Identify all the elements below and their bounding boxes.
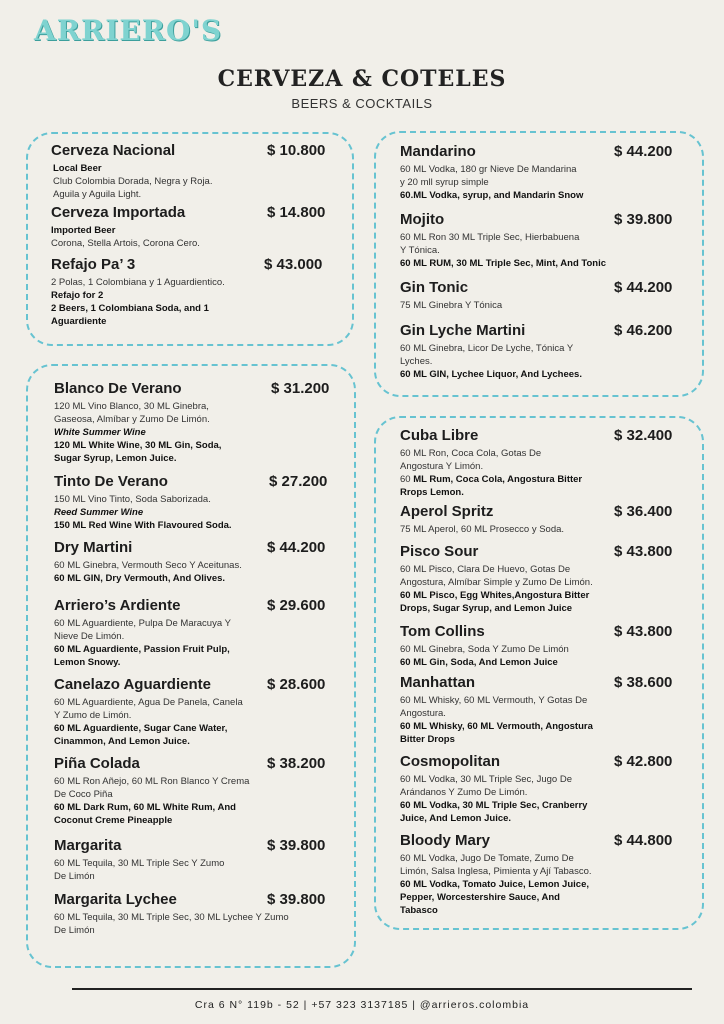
item-name: Pisco Sour bbox=[400, 543, 479, 560]
item-price: $ 38.600 bbox=[614, 674, 673, 691]
item-name: Cosmopolitan bbox=[400, 753, 500, 770]
item-price: $ 46.200 bbox=[614, 322, 673, 339]
item-description: Local Beer Club Colombia Dorada, Negra y Roja. Aguila y Aguila Light. bbox=[53, 163, 213, 200]
item-description: 60 ML Vodka, 180 gr Nieve De Mandarina y 20 mll syrup simple 60.ML Vodka, syrup, and Mandarin Snow bbox=[400, 164, 584, 201]
item-name: Cuba Libre bbox=[400, 427, 479, 444]
item-price: $ 44.800 bbox=[614, 832, 673, 849]
item-description: 60 ML Aguardiente, Pulpa De Maracuya Y Nieve De Limón. 60 ML Aguardiente, Passion Fruit Pulp, Lemon Snowy. bbox=[54, 618, 231, 668]
item-name: Gin Tonic bbox=[400, 279, 469, 296]
item-price: $ 31.200 bbox=[271, 380, 330, 397]
item-name: Manhattan bbox=[400, 674, 475, 691]
item-name: Arriero’s Ardiente bbox=[54, 597, 181, 614]
item-description: 60 ML Ginebra, Licor De Lyche, Tónica Y Lyches. 60 ML GIN, Lychee Liquor, And Lychees. bbox=[400, 343, 582, 380]
item-description: 60 ML Ron, Coca Cola, Gotas De Angostura Y Limón. 60 ML Rum, Coca Cola, Angostura Bitter Rrops Lemon. bbox=[400, 448, 583, 498]
item-price: $ 27.200 bbox=[269, 473, 328, 490]
item-price: $ 10.800 bbox=[267, 142, 326, 159]
item-price: $ 39.800 bbox=[267, 891, 326, 908]
item-name: Tom Collins bbox=[400, 623, 485, 640]
item-price: $ 14.800 bbox=[267, 204, 326, 221]
item-price: $ 42.800 bbox=[614, 753, 673, 770]
item-name: Margarita Lychee bbox=[54, 891, 177, 908]
item-price: $ 36.400 bbox=[614, 503, 673, 520]
item-description: 60 ML Tequila, 30 ML Triple Sec, 30 ML Lychee Y Zumo De Limón bbox=[54, 912, 289, 936]
item-name: Tinto De Verano bbox=[54, 473, 168, 490]
item-name: Margarita bbox=[54, 837, 122, 854]
item-price: $ 28.600 bbox=[267, 676, 326, 693]
item-name: Blanco De Verano bbox=[54, 380, 182, 397]
item-name: Aperol Spritz bbox=[400, 503, 494, 520]
footer-contact: Cra 6 N° 119b - 52 | +57 323 3137185 | @arrieros.colombia bbox=[194, 999, 530, 1011]
page-title: CERVEZA & COTELES bbox=[217, 66, 507, 92]
item-name: Bloody Mary bbox=[400, 832, 491, 849]
item-name: Cerveza Nacional bbox=[51, 142, 176, 159]
item-name: Canelazo Aguardiente bbox=[54, 676, 211, 693]
item-price: $ 44.200 bbox=[267, 539, 326, 556]
item-description: 60 ML Tequila, 30 ML Triple Sec Y Zumo De Limón bbox=[54, 858, 225, 882]
item-price: $ 44.200 bbox=[614, 143, 673, 160]
item-description: 60 ML Aguardiente, Agua De Panela, Canela Y Zumo de Limón. 60 ML Aguardiente, Sugar Cane Water, Cinammon, And Lemon Juice. bbox=[54, 697, 243, 747]
item-price: $ 32.400 bbox=[614, 427, 673, 444]
item-description: Imported Beer Corona, Stella Artois, Corona Cero. bbox=[51, 225, 200, 249]
page-subtitle: BEERS & COCKTAILS bbox=[291, 96, 433, 111]
item-name: Piña Colada bbox=[54, 755, 140, 772]
item-price: $ 43.800 bbox=[614, 623, 673, 640]
item-description: 60 ML Ginebra, Soda Y Zumo De Limón 60 ML Gin, Soda, And Lemon Juice bbox=[400, 644, 569, 668]
item-name: Gin Lyche Martini bbox=[400, 322, 526, 339]
item-price: $ 44.200 bbox=[614, 279, 673, 296]
item-price: $ 43.800 bbox=[614, 543, 673, 560]
item-description: 75 ML Aperol, 60 ML Prosecco y Soda. bbox=[400, 524, 565, 535]
item-price: $ 38.200 bbox=[267, 755, 326, 772]
item-price: $ 39.800 bbox=[614, 211, 673, 228]
item-description: 150 ML Vino Tinto, Soda Saborizada. Reed Summer Wine 150 ML Red Wine With Flavoured Soda. bbox=[54, 494, 232, 531]
brand-logo: ARRIERO'S bbox=[34, 14, 223, 47]
footer-divider bbox=[72, 988, 692, 990]
item-name: Dry Martini bbox=[54, 539, 133, 556]
item-description: 75 ML Ginebra Y Tónica bbox=[400, 300, 503, 311]
item-description: 60 ML Whisky, 60 ML Vermouth, Y Gotas De Angostura. 60 ML Whisky, 60 ML Vermouth, Angostura Bitter Drops bbox=[400, 695, 593, 745]
item-description: 120 ML Vino Blanco, 30 ML Ginebra, Gaseosa, Almíbar y Zumo De Limón. White Summer Wine 120 ML White Wine, 30 ML Gin, Soda, Sugar Syrup, Lemon Juice. bbox=[54, 401, 222, 464]
item-description: 60 ML Vodka, 30 ML Triple Sec, Jugo De Arándanos Y Zumo De Limón. 60 ML Vodka, 30 ML Triple Sec, Cranberry Juice, And Lemon Juice. bbox=[400, 774, 588, 824]
item-name: Mandarino bbox=[400, 143, 476, 160]
item-description: 60 ML Ron 30 ML Triple Sec, Hierbabuena Y Tónica. 60 ML RUM, 30 ML Triple Sec, Mint, And Tonic bbox=[400, 232, 607, 269]
item-description: 2 Polas, 1 Colombiana y 1 Aguardientico. Refajo for 2 2 Beers, 1 Colombiana Soda, and 1 Aguardiente bbox=[51, 277, 225, 327]
item-description: 60 ML Vodka, Jugo De Tomate, Zumo De Limón, Salsa Inglesa, Pimienta y Ají Tabasco. 60 ML Vodka, Tomato Juice, Lemon Juice, Pepper, Worcestershire Sauce, And Tabasco bbox=[400, 853, 592, 916]
item-name: Mojito bbox=[400, 211, 445, 228]
item-price: $ 29.600 bbox=[267, 597, 326, 614]
item-name: Refajo Pa’ 3 bbox=[51, 256, 136, 273]
item-description: 60 ML Ron Añejo, 60 ML Ron Blanco Y Crema De Coco Piña 60 ML Dark Rum, 60 ML White Rum, And Coconut Creme Pineapple bbox=[54, 776, 250, 826]
item-price: $ 39.800 bbox=[267, 837, 326, 854]
item-description: 60 ML Pisco, Clara De Huevo, Gotas De Angostura, Almíbar Simple y Zumo De Limón. 60 ML Pisco, Egg Whites,Angostura Bitter Drops, Sugar Syrup, and Lemon Juice bbox=[400, 564, 593, 614]
item-name: Cerveza Importada bbox=[51, 204, 186, 221]
item-price: $ 43.000 bbox=[264, 256, 323, 273]
item-description: 60 ML Ginebra, Vermouth Seco Y Aceitunas. 60 ML GIN, Dry Vermouth, And Olives. bbox=[54, 560, 242, 584]
